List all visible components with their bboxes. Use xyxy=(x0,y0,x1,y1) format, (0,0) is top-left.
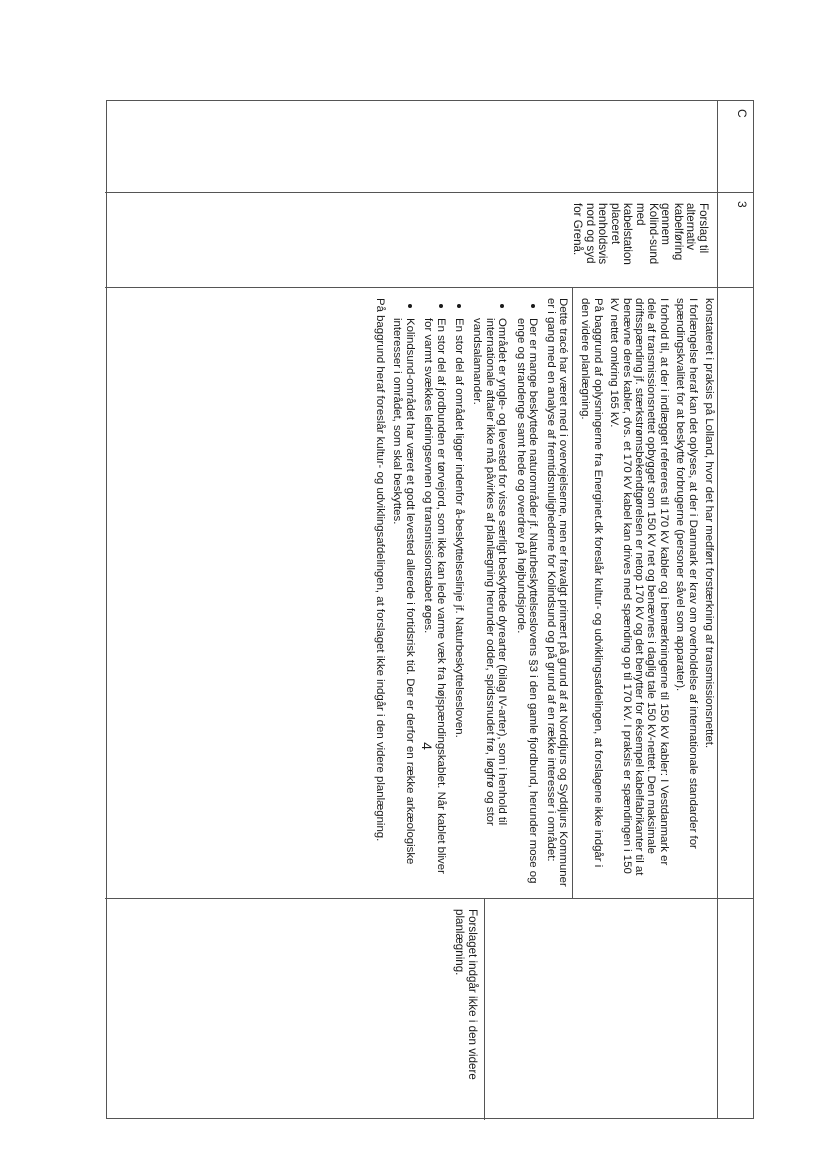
rotated-table-wrapper xyxy=(106,100,754,1119)
proposal-title: Forslag til alternativ kabelføring gennem Kolind-sund med kabelstation placeret henholdsvis nord og syd for Grenå. xyxy=(105,193,717,288)
empty-cell xyxy=(105,101,717,193)
description-cell xyxy=(105,288,717,899)
bullet-list xyxy=(391,298,540,888)
status-cell xyxy=(105,899,717,1120)
table-row xyxy=(717,101,753,1118)
list-item: • Kolindsund-området har været et godt levested allerede i fortidsrisk tid. Der er derfor en række arkæologiske interesser i området, som skal beskyttes. xyxy=(391,318,417,888)
paragraph: Dette tracé har været med i overvejelserne, men er fravalgt primært på grund af at Norddjurs og Syddjurs Kommuner er i gang med en analyse af fremtidsmulighederne for Kolindsund og på grund af en række interesser i området: xyxy=(544,298,569,887)
row-divider xyxy=(484,899,485,1120)
list-item: • Der er mange beskyttede naturområder jf. Naturbeskyttelseslovens §3 i den gamle fjordbund, herunder mose og enge og strandenge samt hede og overdrev på højbundsjorde. xyxy=(514,318,540,888)
list-item: • En stor del af området ligger indenfor å-beskyttelseslinje jf. Naturbeskyttelsesloven. xyxy=(453,318,466,888)
status-cell-top xyxy=(718,899,753,1120)
row-letter-cell: C xyxy=(718,101,753,193)
proposal-table xyxy=(106,100,754,1119)
conclusion-paragraph: På baggrund heraf foreslår kultur- og udviklingsafdelingen, at forslaget ikke indgår i den videre planlægning. xyxy=(374,298,387,842)
row-number-cell: 3 xyxy=(718,193,753,288)
paragraph: konstateret i praksis på Lolland, hvor det har medført forstærkning af transmissionsnettet. xyxy=(703,298,715,749)
paragraph: På baggrund af oplysningerne fra Energinet.dk foreslår kultur- og udviklingsafdelingen, at forslagene ikke indgår i den videre planlægning. xyxy=(579,298,604,868)
table-row xyxy=(105,101,717,1118)
paragraph: I forlængelse heraf kan det oplyses, at der i Danmark er krav om overholdelse af internationale standarder for spændingskvalitet for at beskytte forbrugerne (personer såvel som apparater). xyxy=(674,298,699,849)
paragraph: I forhold til, at der i indlægget refereres til 170 kV kabler og i bemærkningerne til 150 kV kabler: I Vestdanmark er dele af transmissionsnettet opbygget som 150 kV net og benævnes i daglig tale 150 kV-nettet. Den maksimale driftsspænding jf. stærkstrømsbekendtgørelsen er netop 170 kV og det benytter for eksempel kabelfabrikanter til at benævne deres kabler, dvs. et 170 kV kabel kan drives med spænding op til 170 kV. I praksis er spændingen i 150 kV nettet omkring 165 kV. xyxy=(608,298,670,876)
list-item: • En stor del af jordbunden er tørvejord, som ikke kan lede varme væk fra højspændingskablet. Når kablet bliver for varmt svækkes ledningsevnen og transmissionstabet øges. xyxy=(422,318,448,888)
status-spacer xyxy=(485,909,709,1110)
row-divider xyxy=(572,288,573,898)
page-number: 4 xyxy=(419,742,435,750)
description-cell-top xyxy=(718,288,753,899)
status-text: Forslaget indgår ikke i den videre planlægning. xyxy=(453,909,479,1080)
list-item: • Området er yngle- og levested for visse særligt beskyttede dyrearter (bilag IV-arter), som i henhold til internationale aftaler ikke må påvirkes af planlægning herunder odder, spidssnudet frø, løgfrø og stor vandsalamander. xyxy=(471,318,509,888)
